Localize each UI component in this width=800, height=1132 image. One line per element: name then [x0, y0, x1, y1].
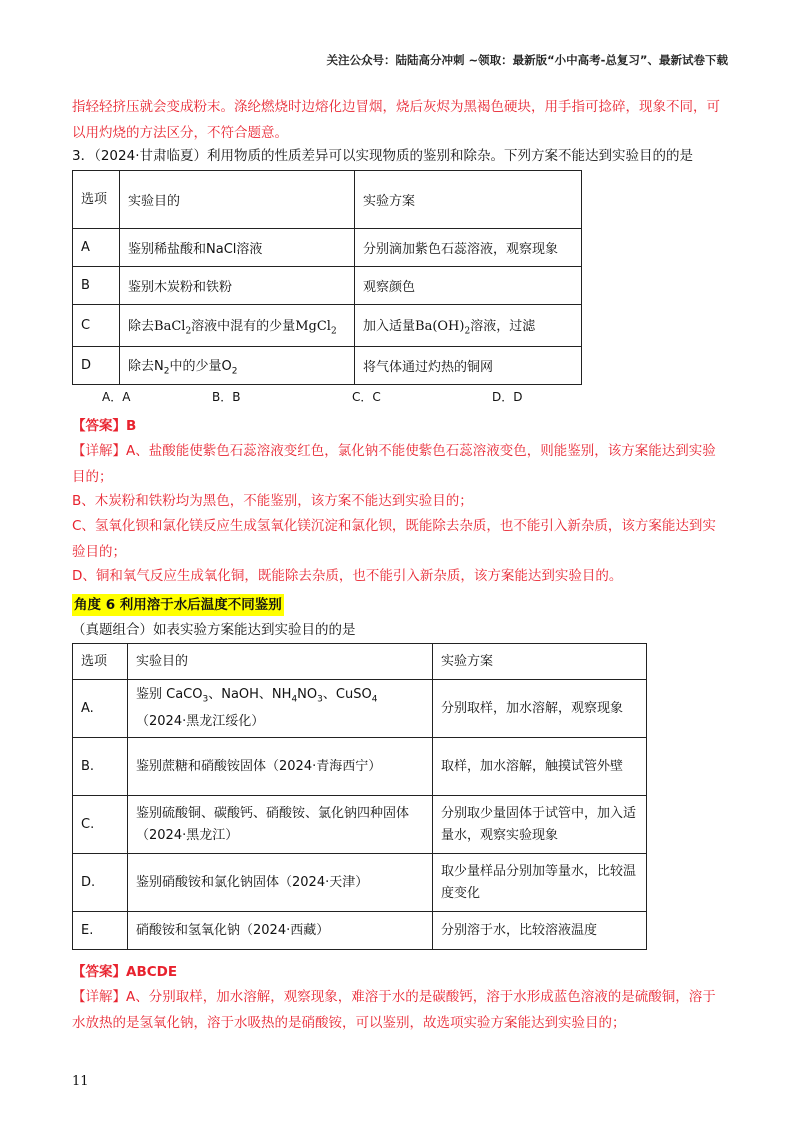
subscript: 2 [231, 366, 238, 377]
header-goal: 实验目的 [128, 644, 433, 680]
header-option: 选项 [73, 644, 128, 680]
table-row [73, 796, 647, 854]
text: 中的少量 [169, 358, 222, 374]
subscript: 3 [202, 694, 209, 705]
intro-explanation: 指轻轻挤压就会变成粉末。涤纶燃烧时边熔化边冒烟，烧后灰烬为黑褐色硬块，用手指可捻碎，现象不同，可以用灼烧的方法区分，不符合题意。 [72, 99, 720, 141]
page-number: 11 [72, 1074, 89, 1089]
explanation-a: 【详解】A、盐酸能使紫色石蕊溶液变红色，氯化钠不能使紫色石蕊溶液变色，则能鉴别，该方案能达到实验目的； [72, 443, 716, 485]
text: 溶液，过滤 [470, 318, 536, 334]
formula: Ba(OH) [415, 318, 465, 334]
choice-a: A．A [102, 390, 131, 404]
header-goal: 实验目的 [120, 171, 355, 229]
row-option: A [73, 229, 120, 267]
row-option: D [73, 347, 120, 385]
table-row [73, 229, 582, 267]
row-goal [128, 680, 433, 738]
subscript: 3 [317, 694, 323, 705]
text: 、NaOH、NH [208, 687, 292, 703]
row-option: A. [73, 680, 128, 738]
subscript: 2 [464, 326, 471, 337]
row-plan: 取样，加水溶解，触摸试管外壁 [433, 738, 647, 796]
row-plan: 将气体通过灼热的铜网 [355, 347, 582, 385]
table-row [73, 347, 582, 385]
row-option: C. [73, 796, 128, 854]
table-header-row [73, 644, 647, 680]
answer-label-2: 【答案】ABCDE [72, 964, 178, 980]
row-plan: 取少量样品分别加等量水，比较温度变化 [433, 854, 647, 912]
page-header: 关注公众号：陆陆高分冲刺 ~领取：最新版“小中高考-总复习”、最新试卷下载 [326, 53, 728, 67]
explanation-section6-a: 【详解】A、分别取样，加水溶解，观察现象，难溶于水的是碳酸钙，溶于水形成蓝色溶液的是硫酸铜，溶于水放热的是氢氧化钠，溶于水吸热的是硝酸铵，可以鉴别，故选项实验方案能达到实验目的； [72, 989, 716, 1031]
table-row [73, 305, 582, 347]
row-option: B. [73, 738, 128, 796]
table-row [73, 912, 647, 950]
text: 鉴别 CaCO [136, 687, 203, 703]
header-plan: 实验方案 [355, 171, 582, 229]
table-row [73, 267, 582, 305]
row-goal: 鉴别硝酸铵和氯化钠固体（2024·天津） [128, 854, 433, 912]
table-header-row [73, 171, 582, 229]
text: （2024·黑龙江绥化） [136, 713, 265, 729]
section-6-stem: （真题组合）如表实验方案能达到实验目的的是 [72, 622, 356, 638]
row-option: C [73, 305, 120, 347]
explanation-b: B、木炭粉和铁粉均为黑色，不能鉴别，该方案不能达到实验目的； [72, 493, 473, 509]
table-row [73, 680, 647, 738]
row-goal: 硝酸铵和氢氧化钠（2024·西藏） [128, 912, 433, 950]
row-goal: 鉴别硫酸铜、碳酸钙、硝酸铵、氯化钠四种固体（2024·黑龙江） [128, 796, 433, 854]
row-plan: 观察颜色 [355, 267, 582, 305]
choice-b: B．B [212, 390, 241, 404]
formula: O [221, 358, 232, 374]
row-plan: 分别取样，加水溶解，观察现象 [433, 680, 647, 738]
subscript: 4 [291, 694, 298, 705]
row-plan: 分别滴加紫色石蕊溶液，观察现象 [355, 229, 582, 267]
subscript: 2 [330, 326, 337, 337]
formula: MgCl [295, 318, 331, 334]
formula: BaCl [154, 318, 186, 334]
text: 、CuSO [322, 687, 372, 703]
table-row [73, 854, 647, 912]
row-goal [120, 305, 355, 347]
subscript: 4 [371, 694, 378, 705]
formula: N [154, 358, 164, 374]
row-option: E. [73, 912, 128, 950]
text: 加入适量 [363, 318, 416, 334]
section-6-table [72, 643, 647, 950]
row-plan: 分别取少量固体于试管中，加入适量水，观察实验现象 [433, 796, 647, 854]
text: NO [297, 687, 318, 703]
row-plan [355, 305, 582, 347]
row-goal [120, 347, 355, 385]
explanation-d: D、铜和氧气反应生成氧化铜，既能除去杂质，也不能引入新杂质，该方案能达到实验目的。 [72, 568, 623, 584]
table-row [73, 738, 647, 796]
row-option: B [73, 267, 120, 305]
text: 溶液中混有的少量 [191, 318, 296, 334]
header-option: 选项 [73, 171, 120, 229]
header-plan: 实验方案 [433, 644, 647, 680]
choice-c: C．C [352, 390, 381, 404]
question-3-stem: 3．（2024·甘肃临夏）利用物质的性质差异可以实现物质的鉴别和除杂。下列方案不能达到实验目的的是 [72, 148, 693, 164]
question-3-table [72, 170, 582, 385]
explanation-c: C、氢氧化钡和氯化镁反应生成氢氧化镁沉淀和氯化钡，既能除去杂质，也不能引入新杂质，该方案能达到实验目的； [72, 518, 716, 560]
subscript: 2 [185, 326, 192, 337]
row-option: D. [73, 854, 128, 912]
text: 除去 [128, 318, 155, 334]
row-goal: 鉴别木炭粉和铁粉 [120, 267, 355, 305]
answer-label: 【答案】B [72, 418, 137, 434]
row-goal: 鉴别蔗糖和硝酸铵固体（2024·青海西宁） [128, 738, 433, 796]
subscript: 2 [163, 366, 170, 377]
row-plan: 分别溶于水，比较溶液温度 [433, 912, 647, 950]
row-goal: 鉴别稀盐酸和NaCl溶液 [120, 229, 355, 267]
text: 除去 [128, 358, 155, 374]
choice-d: D．D [492, 390, 523, 404]
section-title-highlight: 角度 6 利用溶于水后温度不同鉴别 [72, 594, 284, 616]
